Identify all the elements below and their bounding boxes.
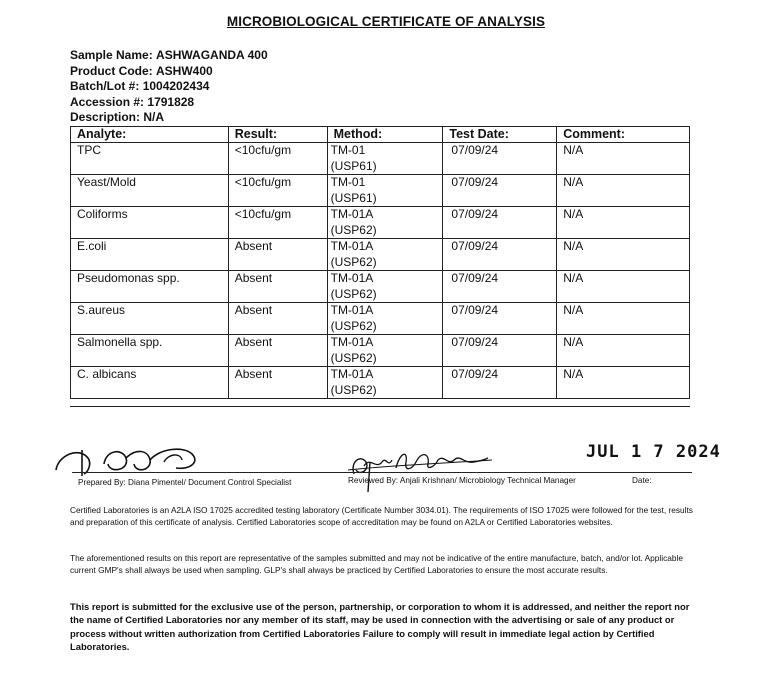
analyte-cell: Coliforms (71, 207, 229, 239)
analyte-cell: C. albicans (71, 367, 229, 399)
sample-info (70, 48, 268, 126)
result-cell: Absent (228, 239, 327, 271)
table-row (71, 239, 690, 271)
comment-cell: N/A (557, 143, 690, 175)
date-label: Date: (632, 476, 652, 485)
accession-value: 1791828 (147, 94, 195, 109)
result-cell: <10cfu/gm (228, 143, 327, 175)
analyte-cell: Pseudomonas spp. (71, 271, 229, 303)
comment-cell: N/A (557, 175, 690, 207)
sample-name-value: ASHWAGANDA 400 (156, 48, 268, 62)
test-date-cell: 07/09/24 (443, 175, 557, 207)
product-code-row: Product Code: ASHW400 (70, 63, 213, 78)
method-cell: TM-01 (USP61) (327, 175, 443, 207)
usage-disclaimer: This report is submitted for the exclusive use of the person, partnership, or corporation to whom it is addressed, and neither the report nor the name of Certified Laboratories nor any member of its staff, may be used in connection with the advertising or sale of any product or process without written authorization from Certified Laboratories Failure to comply will result in immediate legal action by Certified Laboratories. (70, 601, 690, 652)
document-title: MICROBIOLOGICAL CERTIFICATE OF ANALYSIS (226, 14, 546, 29)
result-cell: Absent (228, 303, 327, 335)
header-result: Result: (228, 127, 327, 143)
sample-name-row: Sample Name: ASHWAGANDA 400 (70, 48, 268, 62)
product-code-value: ASHW400 (156, 63, 213, 78)
table-row (71, 367, 690, 399)
method-cell: TM-01A (USP62) (327, 367, 443, 399)
method-cell: TM-01A (USP62) (327, 303, 443, 335)
method-cell: TM-01A (USP62) (327, 335, 443, 367)
test-date-cell: 07/09/24 (443, 143, 557, 175)
comment-cell: N/A (557, 271, 690, 303)
result-cell: Absent (228, 367, 327, 399)
header-method: Method: (327, 127, 443, 143)
prepared-by: Prepared By: Diana Pimentel/ Document Control Specialist (78, 478, 292, 487)
test-date-cell: 07/09/24 (443, 239, 557, 271)
comment-cell: N/A (557, 207, 690, 239)
result-cell: Absent (228, 271, 327, 303)
comment-cell: N/A (557, 239, 690, 271)
preparer-signature (52, 440, 212, 480)
header-analyte: Analyte: (71, 127, 229, 143)
method-cell: TM-01A (USP62) (327, 271, 443, 303)
results-table (70, 126, 690, 399)
table-header-row (71, 127, 690, 143)
table-row (71, 335, 690, 367)
method-cell: TM-01A (USP62) (327, 207, 443, 239)
analyte-cell: Salmonella spp. (71, 335, 229, 367)
description-value: N/A (143, 110, 165, 125)
analyte-cell: S.aureus (71, 303, 229, 335)
test-date-cell: 07/09/24 (443, 335, 557, 367)
batch-row: Batch/Lot #: 1004202434 (70, 79, 210, 94)
method-cell: TM-01A (USP62) (327, 239, 443, 271)
header-test-date: Test Date: (443, 127, 557, 143)
table-bottom-rule (70, 406, 690, 407)
table-row (71, 143, 690, 175)
batch-value: 1004202434 (142, 79, 210, 94)
accreditation-statement: Certified Laboratories is an A2LA ISO 17025 accredited testing laboratory (Certificate Number 3034.01). The requirements of ISO 17025 were followed for the test, results and preparation of this certificate of analysis. Certified Laboratories scope of accreditation may be found on A2LA or Certified Laboratories websites. (70, 505, 693, 527)
test-date-cell: 07/09/24 (443, 271, 557, 303)
test-date-cell: 07/09/24 (443, 207, 557, 239)
analyte-cell: Yeast/Mold (71, 175, 229, 207)
table-row (71, 175, 690, 207)
method-cell: TM-01 (USP61) (327, 143, 443, 175)
table-row (71, 271, 690, 303)
reviewed-by: Reviewed By: Anjali Krishnan/ Microbiology Technical Manager (348, 476, 576, 485)
comment-cell: N/A (557, 303, 690, 335)
description-row: Description: N/A (70, 110, 165, 125)
table-row (71, 207, 690, 239)
table-row (71, 303, 690, 335)
analyte-cell: E.coli (71, 239, 229, 271)
test-date-cell: 07/09/24 (443, 303, 557, 335)
accession-row: Accession #: 1791828 (70, 94, 195, 109)
representativeness-statement: The aforementioned results on this report are representative of the samples submitted and may not be indicative of the entire manufacture, batch, and/or lot. Applicable current GMP's shall always be used when sampling. GLP's shall always be practiced by Certified Laboratories to ensure the most accurate results. (70, 553, 683, 575)
comment-cell: N/A (557, 367, 690, 399)
result-cell: <10cfu/gm (228, 207, 327, 239)
result-cell: <10cfu/gm (228, 175, 327, 207)
date-stamp: JUL 1 7 2024 (586, 442, 721, 462)
header-comment: Comment: (557, 127, 690, 143)
reviewer-signature (342, 440, 492, 496)
result-cell: Absent (228, 335, 327, 367)
analyte-cell: TPC (71, 143, 229, 175)
test-date-cell: 07/09/24 (443, 367, 557, 399)
comment-cell: N/A (557, 335, 690, 367)
signature-line (72, 472, 692, 473)
